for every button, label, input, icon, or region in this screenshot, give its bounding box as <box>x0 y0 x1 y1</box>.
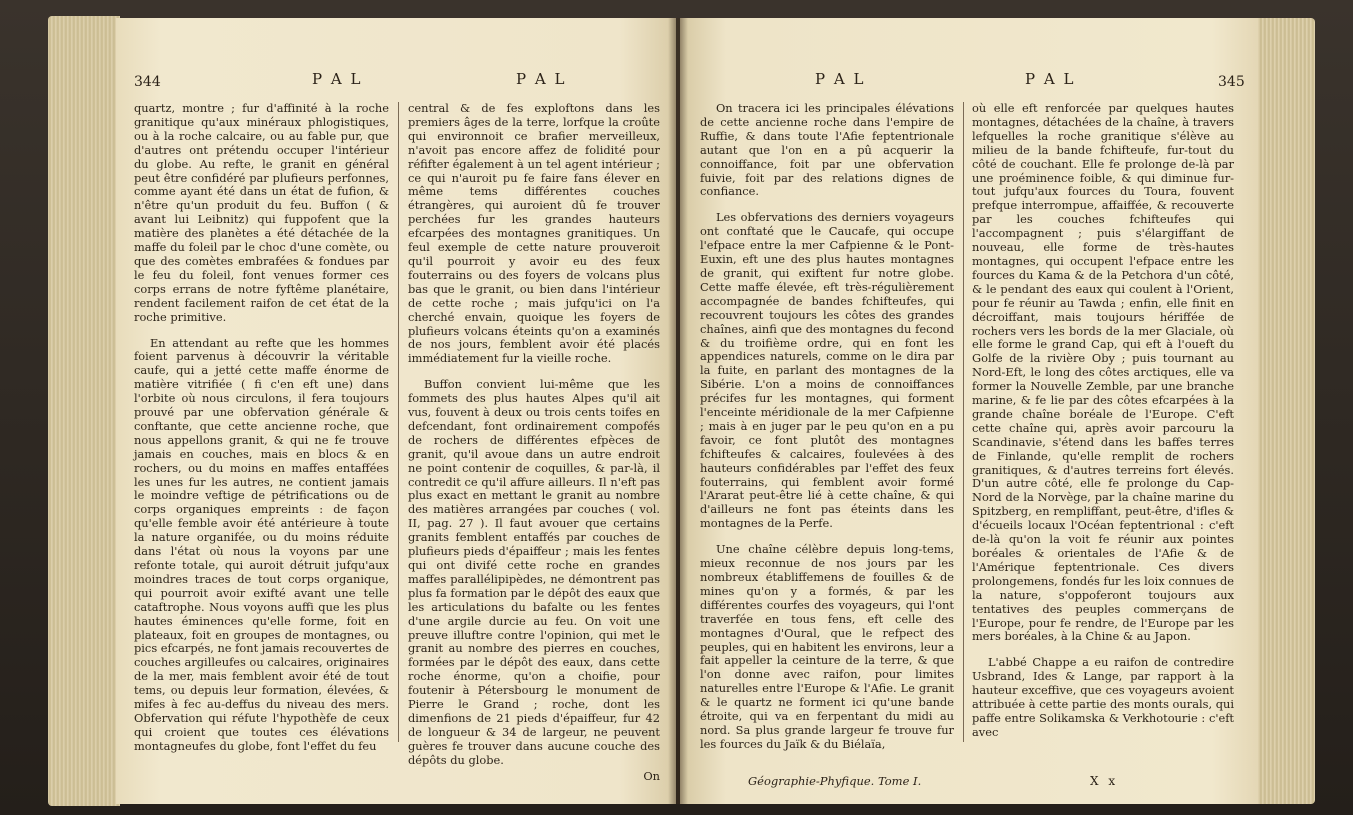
paragraph: On tracera ici les principales élévations de cette ancienne roche dans l'empire de Ruffie, & dans toute l'Afie feptentrionale autant que l'on en a pû acquerir la connoiffance, foit par une obfervation fuivie, foit par des relations dignes de confiance. <box>700 101 954 199</box>
paragraph: Les obfervations des derniers voyageurs ont conftaté que le Caucafe, qui occupe l'efpace entre la mer Cafpienne & le Pont-Euxin, eft une des plus hautes montagnes de granit, qui exiftent fur notre globe. Cette maffe élevée, eft très-régulièrement accompagnée de bandes fchifteufes, qui recouvrent toujours les côtes des grandes chaînes, ainfi que des montagnes du fecond & du troifième ordre, qui en font les appendices naturels, comme on le dira par la fuite, en parlant des montagnes de la Sibérie. L'on a moins de connoiffances précifes fur les montagnes, qui forment l'enceinte méridionale de la mer Cafpienne ; mais à en juger par le peu qu'on en a pu favoir, ce font plutôt des montagnes fchifteufes & calcaires, foulevées à des hauteurs confidérables par l'effet des feux fouterrains, qui femblent avoir formé l'Ararat peut-être lié à cette chaîne, & qui d'ailleurs ne font pas éteints dans les montagnes de la Perfe. <box>700 210 954 531</box>
paragraph: L'abbé Chappe a eu raifon de contredire Usbrand, Ides & Lange, par rapport à la hauteur exceffive, que ces voyageurs avoient attribuée à cette partie des monts ourals, qui paffe entre Solikamska & Verkhotourie : c'eft avec <box>972 655 1234 739</box>
paragraph: central & de fes exploftons dans les premiers âges de la terre, lorfque la croûte qui environnoit ce brafier merveilleux, n'avoit pas encore affez de folidité pour réfifter également à un tel agent intérieur ; ce qui n'auroit pu fe faire fans élever en même tems différentes couches étrangères, qui auroient dû fe trouver perchées fur les grandes hauteurs efcarpées des montagnes granitiques. Un feul exemple de cette nature prouveroit qu'il pourroit y avoir eu des feux fouterrains ou des foyers de volcans plus bas que le granit, ou bien dans l'intérieur de cette roche ; mais jufqu'ici on l'a cherché envain, quoique les foyers de plufieurs volcans éteints qu'on a examinés de nos jours, femblent avoir été placés immédiatement fur la vieille roche. <box>408 101 660 366</box>
paragraph: En attendant au refte que les hommes foient parvenus à découvrir la véritable caufe, qui a jetté cette maffe énorme de matière vitrifiée ( fi c'en eft une) dans l'orbite où nous circulons, il fera toujours prouvé par une obfervation générale & conftante, que cette ancienne roche, que nous appellons granit, & qui ne fe trouve jamais en couches, mais en blocs & en rochers, ou du moins en maffes entaffées les unes fur les autres, ne contient jamais le moindre veftige de pétrifications ou de corps organiques empreints : de façon qu'elle femble avoir été antérieure à toute la nature organifée, ou du moins réduite dans l'état où nous la voyons par une refonte totale, qui auroit détruit jufqu'aux moindres traces de tout corps organique, qui pourroit avoir exifté avant une telle cataftrophe. Nous voyons auffi que les plus hautes éminences qu'elle forme, foit en plateaux, foit en groupes de montagnes, ou pics efcarpés, ne font jamais recouvertes de couches argilleufes ou calcaires, originaires de la mer, mais femblent avoir été de tout tems, ou depuis leur formation, élevées, & mifes à fec au-deffus du niveau des mers. Obfervation qui réfute l'hypothèfe de ceux qui croient que toutes ces élévations montagneufes du globe, font l'effet du feu <box>134 335 389 753</box>
page-number-left: 344 <box>134 74 161 90</box>
signature-mark: X x <box>1090 774 1119 788</box>
page-number-right: 345 <box>1218 74 1245 90</box>
column-rule <box>398 102 399 742</box>
left-page-column-2 <box>408 102 660 784</box>
paragraph: quartz, montre ; fur d'affinité à la roche granitique qu'aux minéraux phlogistiques, ou à la roche calcaire, ou au fable pur, que d'autres ont prétendu occuper l'intérieur du globe. Au refte, le granit en général peut être confidéré par plufieurs perfonnes, comme ayant été dans un état de fufion, & n'être qu'un produit du feu. Buffon ( & avant lui Leibnitz) qui fuppofent que la matière des planètes a été détachée de la maffe du foleil par le choc d'une comète, ou que des comètes embrafées & fondues par le feu du foleil, font venues former ces corps errans de notre fyftême planétaire, rendent facilement raifon de cet état de la roche primitive. <box>134 101 389 324</box>
running-head-right-col1: P A L <box>815 70 866 88</box>
left-page-column-1 <box>134 102 389 754</box>
running-head-left-col1: P A L <box>312 70 363 88</box>
paragraph: Buffon convient lui-même que les fommets des plus hautes Alpes qu'il ait vus, fouvent à deux ou trois cents toifes en defcendant, font ordinairement compofés de rochers de différentes efpèces de granit, qu'il avoue dans un autre endroit ne point contenir de coquilles, & par-là, il contredit ce qu'il affure ailleurs. Il n'eft pas plus exact en mettant le granit au nombre des matières arrangées par couches ( vol. II, pag. 27 ). Il faut avouer que certains granits femblent entaffés par couches de plufieurs pieds d'épaiffeur ; mais les fentes qui ont divifé cette roche en grandes maffes parallélipipèdes, ne démontrent pas plus fa formation par le dépôt des eaux que les articulations du bafalte ou les fentes d'une argile durcie au feu. On voit une preuve illuftre contre l'opinion, qui met le granit au nombre des pierres en couches, formées par le dépôt des eaux, dans cette roche énorme, qu'on a choifie, pour foutenir à Pétersbourg le monument de Pierre le Grand ; roche, dont les dimenfions de 21 pieds d'épaiffeur, fur 42 de longueur & 34 de largeur, ne peuvent guères fe trouver dans aucune couche des dépôts du globe. <box>408 377 660 767</box>
footer-title: Géographie-Phyfique. Tome I. <box>748 774 922 788</box>
catchword: On <box>643 768 660 783</box>
left-page <box>116 18 676 804</box>
right-page-edges <box>1255 18 1315 804</box>
column-rule <box>963 102 964 742</box>
running-head-right-col2: P A L <box>1025 70 1076 88</box>
right-page-column-1 <box>700 102 954 752</box>
running-head-left-col2: P A L <box>516 70 567 88</box>
paragraph: Une chaîne célèbre depuis long-tems, mieux reconnue de nos jours par les nombreux établiffemens de fouilles & de mines qu'on y a formés, & par les différentes courfes des voyageurs, qui l'ont traverfée en tous fens, eft celle des montagnes d'Oural, que le refpect des peuples, qui en habitent les environs, leur a fait appeller la ceinture de la terre, & que l'on donne avec raifon, pour limites naturelles entre l'Europe & l'Afie. Le granit & le quartz ne forment ici qu'une bande étroite, qui va en ferpentant du midi au nord. Sa plus grande largeur fe trouve fur les fources du Jaïk & du Biélaïa, <box>700 542 954 751</box>
left-page-edges <box>48 16 120 806</box>
right-page <box>680 18 1258 804</box>
right-page-column-2 <box>972 102 1234 740</box>
book-gutter <box>668 18 688 804</box>
paragraph: où elle eft renforcée par quelques hautes montagnes, détachées de la chaîne, à travers lefquelles la roche granitique s'élève au milieu de la bande fchifteufe, fur-tout du côté de couchant. Elle fe prolonge de-là par une proéminence foible, & qui diminue fur-tout jufqu'aux fources du Toura, fouvent prefque interrompue, affaiffée, & recouverte par les couches fchifteufes qui l'accompagnent ; puis s'élargiffant de nouveau, elle forme de très-hautes montagnes, qui occupent l'efpace entre les fources du Kama & de la Petchora d'un côté, & le pendant des eaux qui coulent à l'Orient, pour fe réunir au Tawda ; enfin, elle finit en décroiffant, mais toujours hériffée de rochers vers les bords de la mer Glaciale, où elle forme le grand Cap, qui eft à l'oueft du Golfe de la rivière Oby ; puis tournant au Nord-Eft, le long des côtes arctiques, elle va former la Nouvelle Zemble, par une branche marine, & fe lie par des côtes efcarpées à la grande chaîne boréale de l'Europe. C'eft cette chaîne qui, après avoir parcouru la Scandinavie, s'étend dans les baffes terres de Finlande, qu'elle remplit de rochers granitiques, & d'autres terreins fort élevés. D'un autre côté, elle fe prolonge du Cap-Nord de la Norvège, par la chaîne marine du Spitzberg, en rempliffant, peut-être, d'ifles & d'écueils locaux l'Océan feptentrional : c'eft de-là qu'on la voit fe réunir aux pointes boréales & orientales de l'Afie & de l'Amérique feptentrionale. Ces divers prolongemens, fondés fur les loix connues de la nature, s'oppoferont toujours aux tentatives des peuples commerçans de l'Europe, pour fe rendre, de l'Europe par les mers boréales, à la Chine & au Japon. <box>972 101 1234 644</box>
